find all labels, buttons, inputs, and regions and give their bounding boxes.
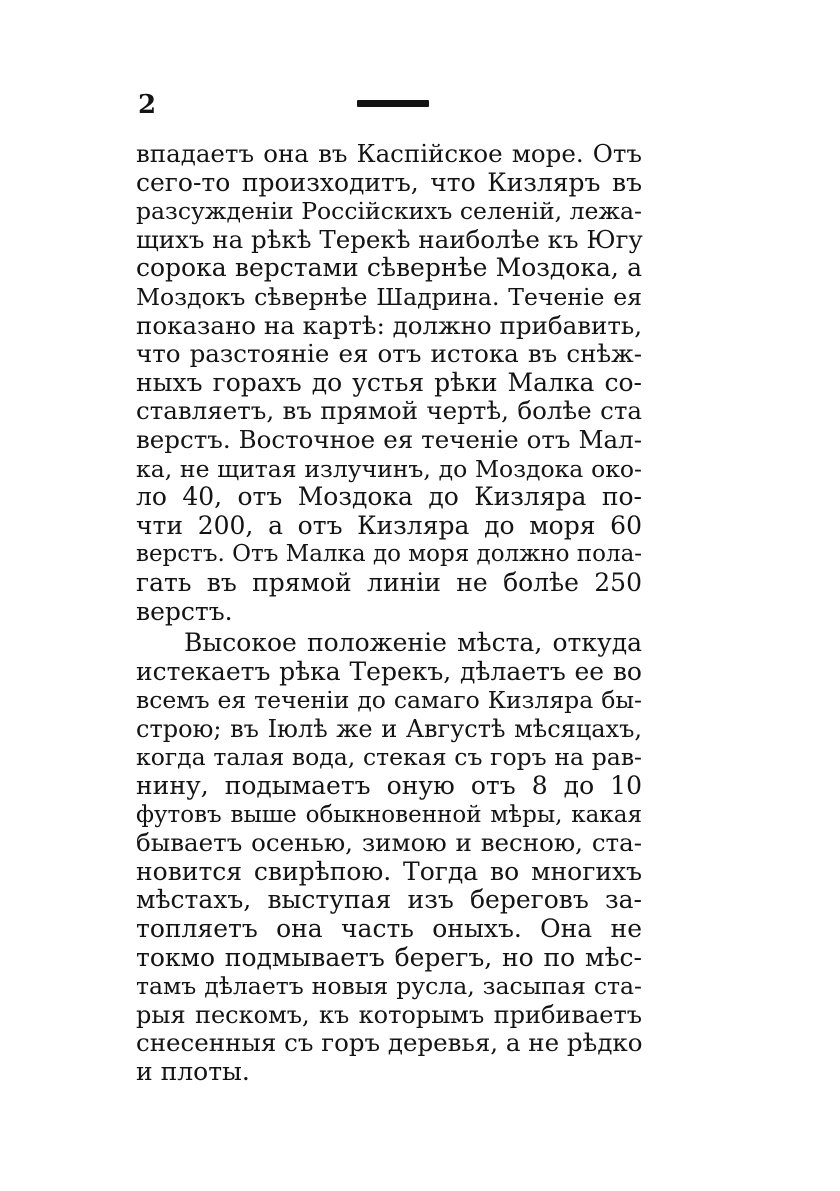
text-line: всемъ ея теченіи до самаго Кизляра бы- [136, 686, 642, 715]
text-line: ка, не щитая излучинъ, до Моздока око- [136, 454, 642, 483]
text-line: что разстояніе ея отъ истока въ снѣж- [136, 339, 642, 369]
text-line: впадаетъ она въ Каспійское море. Отъ [136, 139, 642, 168]
text-line: тамъ дѣлаетъ новыя русла, засыпая ста- [136, 972, 642, 1001]
paragraph-2 [136, 629, 642, 1087]
text-line: топляетъ она часть оныхъ. Она не [136, 914, 642, 944]
text-line: бываетъ осенью, зимою и весною, ста- [136, 828, 642, 858]
text-line: и плоты. [136, 1057, 250, 1086]
text-line: истекаетъ рѣка Терекъ, дѣлаетъ ее во [136, 656, 642, 686]
paragraph-1 [136, 140, 642, 626]
text-line: верстъ. Отъ Малка до моря должно пола- [136, 541, 643, 568]
text-line: верстъ. Восточное ея теченіе отъ Мал- [136, 424, 642, 454]
body-text [136, 140, 642, 1087]
page-number: 2 [138, 90, 157, 120]
text-line: футовъ выше обыкновенной мѣры, какая [136, 801, 642, 828]
text-line: сорока верстами сѣвернѣе Моздока, а [136, 253, 642, 283]
text-line: щихъ на рѣкѣ Терекѣ наиболѣе къ Югу [136, 224, 643, 254]
text-line: токмо подмываетъ берегъ, но по мѣс- [136, 942, 642, 972]
text-line: мѣстахъ, выступая изъ береговъ за- [136, 885, 642, 915]
text-line: строю; въ Іюлѣ же и Августѣ мѣсяцахъ, [136, 714, 642, 743]
text-line: рыя пескомъ, къ которымъ прибиваетъ [136, 1000, 642, 1029]
text-line: показано на картѣ: должно прибавить, [136, 310, 642, 340]
header-rule [357, 100, 429, 107]
text-line: разсужденіи Россійскихъ селеній, лежа- [136, 197, 642, 226]
text-line: нину, подымаетъ оную отъ 8 до 10 [136, 771, 642, 801]
text-line: сего-то произходитъ, что Кизляръ въ [136, 167, 642, 197]
text-line: когда талая вода, стекая съ горъ на рав- [136, 743, 642, 772]
text-line: Высокое положеніе мѣста, откуда [184, 628, 642, 658]
text-line: ло 40, отъ Моздока до Кизляра по- [136, 482, 642, 512]
text-line: ныхъ горахъ до устья рѣки Малка со- [136, 367, 642, 397]
text-line: новится свирѣпою. Тогда во многихъ [136, 856, 642, 886]
text-line: гать въ прямой линіи не болѣе 250 [136, 567, 642, 597]
text-line: снесенныя съ горъ деревья, а не рѣдко [136, 1028, 643, 1058]
text-line: верстъ. [136, 596, 233, 626]
text-line: чти 200, а отъ Кизляра до моря 60 [136, 510, 642, 540]
text-line: ставляетъ, въ прямой чертѣ, болѣе ста [136, 396, 642, 426]
text-line: Моздокъ сѣвернѣе Шадрина. Теченіе ея [136, 282, 642, 311]
